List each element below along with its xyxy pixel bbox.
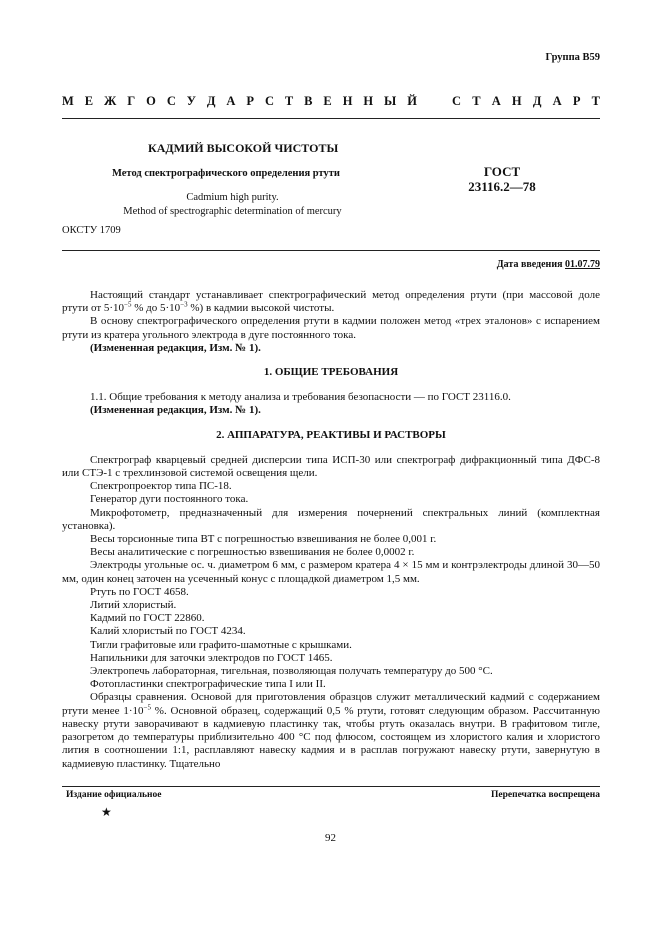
banner-letter: Ж <box>104 94 117 108</box>
banner-letter: Е <box>323 94 332 108</box>
header-rule <box>62 250 600 251</box>
banner-letter: Т <box>472 94 481 108</box>
banner-letter: С <box>452 94 462 108</box>
section-1-text: 1.1. Общие требования к методу анализа и требования безопасности — по ГОСТ 23116.0. <box>90 391 511 404</box>
banner-letter: Ы <box>384 94 397 108</box>
introduction-date-value: 01.07.79 <box>565 259 600 270</box>
equipment-item: Фотопластинки спектрографические типа I или II. <box>90 678 326 691</box>
gost-label: ГОСТ <box>483 164 521 179</box>
banner-letter: Н <box>363 94 374 108</box>
equipment-item: Кадмий по ГОСТ 22860. <box>90 612 205 625</box>
reprint-notice: Перепечатка воспрещена <box>490 790 600 800</box>
banner-letter: С <box>264 94 274 108</box>
document-title: КАДМИЙ ВЫСОКОЙ ЧИСТОТЫ <box>148 141 339 155</box>
reference-samples-paragraph: Образцы сравнения. Основой для приготовления образцов служит металлический кадмий с содержанием ртути менее $1\cdot 10^{-5}$ %. Основной образец, содержащий 0,5 % ртути, готовят следующим образом. Рассчитанную навеску ртути заворачивают в кадмиевую пластинку так, чтобы ртуть оказалась внутри. В графитовом тигле, разогретом до температуры приблизительно 400 °С под флюсом, состоящем из хлористого калия и хлористого лития в соотношении 1:1, расплавляют навеску кадмия и в расплав погружают навеску ртути, завернутую в кадмиевую пластинку. Тщательно <box>62 691 600 770</box>
banner-letter: Р <box>572 94 581 108</box>
official-edition: Издание официальное <box>66 790 162 800</box>
equipment-item: Спектропроектор типа ПС-18. <box>90 480 232 493</box>
introduction-date <box>497 259 600 270</box>
banner-letter: Й <box>407 94 417 108</box>
banner-letter: А <box>552 94 562 108</box>
banner-letter: Н <box>342 94 353 108</box>
banner-letter: Н <box>511 94 522 108</box>
banner-letter: В <box>304 94 313 108</box>
top-rule <box>62 118 600 119</box>
banner-letter: Т <box>591 94 600 108</box>
english-title <box>120 191 345 219</box>
equipment-item: Микрофотометр, предназначенный для измерения почернений спектральных линий (комплектная установка). <box>62 506 600 532</box>
equipment-item: Электропечь лабораторная, тигельная, позволяющая получать температуру до 500 °С. <box>90 665 493 678</box>
equipment-list <box>62 454 600 692</box>
star-icon: ★ <box>101 805 112 819</box>
preamble-paragraph-2: В основу спектрографического определения ртути в кадмии положен метод «трех эталонов» с испарением ртути из кратера угольного электрода в дуге постоянного тока. <box>62 315 600 341</box>
equipment-item: Калий хлористый по ГОСТ 4234. <box>90 625 246 638</box>
footer-rule <box>62 786 600 787</box>
document-subtitle: Метод спектрографического определения ртути <box>112 168 340 179</box>
gost-number: 23116.2—78 <box>468 179 536 194</box>
equipment-item: Ртуть по ГОСТ 4658. <box>90 585 189 598</box>
section-1-amendment: (Измененная редакция, Изм. № 1). <box>90 404 261 417</box>
banner-word-standard <box>452 94 600 109</box>
equipment-item: Спектрограф кварцевый средней дисперсии типа ИСП-30 или спектрограф дифракционный типа ДФС-8 или СТЭ-1 с трехлинзовой системой освещения щели. <box>62 453 600 480</box>
section-2-heading: 2. АППАРАТУРА, РЕАКТИВЫ И РАСТВОРЫ <box>216 428 446 441</box>
banner-letter: О <box>146 94 156 108</box>
banner-letter: А <box>491 94 501 108</box>
banner-letter: М <box>62 94 74 108</box>
banner-letter: Г <box>127 94 136 108</box>
okstu-code: ОКСТУ 1709 <box>62 225 121 236</box>
document-body <box>62 289 600 771</box>
preamble-paragraph-1: Настоящий стандарт устанавливает спектрографический метод определения ртути (при массовой доле ртути от $5\cdot 10^{-5}$ % до $5\cdot 10^{-3}$ %) в кадмии высокой чистоты. <box>62 289 600 315</box>
banner-letter: А <box>226 94 236 108</box>
banner-letter: С <box>166 94 176 108</box>
banner-letter: Е <box>84 94 94 108</box>
group-code: Группа В59 <box>545 52 600 63</box>
equipment-item: Генератор дуги постоянного тока. <box>90 493 249 506</box>
equipment-item: Весы аналитические с погрешностью взвешивания не более 0,0002 г. <box>90 546 415 559</box>
banner-letter: Р <box>246 94 255 108</box>
english-title-line2: Method of spectrographic determination of mercury <box>123 206 342 217</box>
banner-word-interstate <box>62 94 417 109</box>
banner-letter: У <box>186 94 196 108</box>
amendment-note: (Измененная редакция, Изм. № 1). <box>90 341 261 354</box>
equipment-item: Электроды угольные ос. ч. диаметром 6 мм, с размером кратера 4 × 15 мм и контрэлектроды длиной 30—50 мм, один конец заточен на усеченный конус с площадкой диаметром 1,5 мм. <box>62 559 600 585</box>
banner-letter: Т <box>284 94 294 108</box>
banner-letter: Д <box>532 94 542 108</box>
gost-designation <box>462 164 542 194</box>
equipment-item: Литий хлористый. <box>90 599 177 612</box>
equipment-item: Весы торсионные типа ВТ с погрешностью взвешивания не более 0,001 г. <box>90 533 437 546</box>
banner-letter: Д <box>206 94 216 108</box>
section-1-heading: 1. ОБЩИЕ ТРЕБОВАНИЯ <box>263 366 399 379</box>
standard-banner <box>62 94 600 109</box>
equipment-item: Напильники для заточки электродов по ГОСТ 1465. <box>90 651 333 664</box>
page-number: 92 <box>325 832 336 844</box>
equipment-item: Тигли графитовые или графито-шамотные с крышками. <box>90 638 352 651</box>
english-title-line1: Cadmium high purity. <box>186 192 279 203</box>
introduction-date-label: Дата введения <box>496 259 563 270</box>
